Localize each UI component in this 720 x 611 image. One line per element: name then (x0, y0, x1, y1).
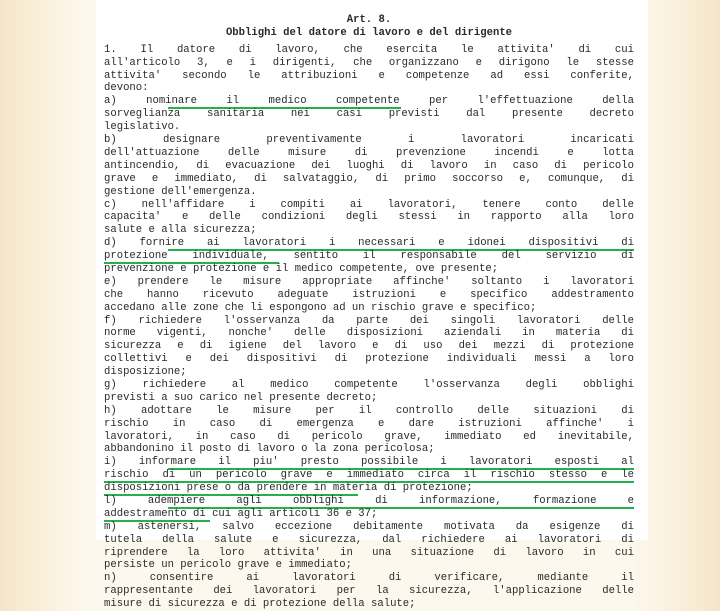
text-line: che hanno ricevuto adeguate istruzioni e specifico addestramento (104, 288, 634, 301)
text-line: collettivi e dei dispositivi di protezione individuali messi a loro (104, 353, 634, 366)
text-line: antincendio, di evacuazione dei luoghi di lavoro in caso di pericolo (104, 159, 634, 172)
text-line: disposizione; (104, 366, 187, 379)
text-line: e) prendere le misure appropriate affinche' soltanto i lavoratori (104, 275, 634, 288)
text-line: c) nell'affidare i compiti ai lavoratori, tenere conto delle (104, 198, 634, 211)
text-line: b) designare preventivamente i lavoratori incaricati (104, 134, 634, 147)
text-line: devono: (104, 82, 149, 95)
text-line: a) nominare il medico competente per l'effettuazione della (104, 95, 634, 108)
text-line: dell'attuazione delle misure di prevenzione incendi e lotta (104, 146, 634, 159)
text-line: l) adempiere agli obblighi di informazione, formazione e (104, 494, 634, 507)
text-line: grave e immediato, di salvataggio, di primo soccorso e, comunque, di (104, 172, 634, 185)
article-number: Art. 8. (346, 14, 392, 26)
text-line: abbandonino il posto di lavoro o la zona pericolosa; (104, 443, 435, 456)
text-line: legislativo. (104, 121, 181, 134)
text-line: persiste un pericolo grave e immediato; (104, 559, 352, 572)
text-line: 1. Il datore di lavoro, che esercita le attivita' di cui (104, 43, 634, 56)
text-line: rischio in caso di emergenza e dare istruzioni affinche' i (104, 417, 634, 430)
text-line: n) consentire ai lavoratori di verificare, mediante il (104, 572, 634, 585)
article-title: Obblighi del datore di lavoro e del dirigente (225, 26, 513, 39)
text-line: attivita' secondo le attribuzioni e competenze ad essi conferite, (104, 69, 634, 82)
text-line: all'articolo 3, e i dirigenti, che organizzano e dirigono le stesse (104, 56, 634, 69)
text-line: addestramento di cui agli articoli 36 e 37; (104, 507, 378, 520)
text-line: prevenzione e protezione e il medico competente, ove presente; (104, 262, 499, 275)
text-line: i) informare il piu' presto possibile i lavoratori esposti al (104, 456, 634, 469)
text-line: rappresentante dei lavoratori per la sicurezza, l'applicazione delle (104, 585, 634, 598)
text-line: g) richiedere al medico competente l'osservanza degli obblighi (104, 378, 634, 391)
document-page (96, 0, 648, 611)
text-line: accedano alle zone che li espongono ad un rischio grave e specifico; (104, 301, 537, 314)
text-line: h) adottare le misure per il controllo delle situazioni di (104, 404, 634, 417)
text-line: riprendere la loro attivita' in una situazione di lavoro in cui (104, 546, 634, 559)
text-line: gestione dell'emergenza. (104, 185, 257, 198)
text-line: sicurezza e di igiene del lavoro e di uso dei mezzi di protezione (104, 340, 634, 353)
text-line: f) richiedere l'osservanza da parte dei singoli lavoratori delle (104, 314, 634, 327)
text-line: salute e alla sicurezza; (104, 224, 257, 237)
text-line: disposizioni prese o da prendere in materia di protezione; (104, 482, 473, 495)
text-line: misure di sicurezza e di protezione della salute; (104, 598, 416, 611)
text-line: m) astenersi, salvo eccezione debitamente motivata da esigenze di (104, 520, 634, 533)
text-line: lavoratori, in caso di pericolo grave, immediato ed inevitabile, (104, 430, 634, 443)
text-line: tutela della salute e sicurezza, dal richiedere ai lavoratori di (104, 533, 634, 546)
text-line: d) fornire ai lavoratori i necessari e idonei dispositivi di (104, 237, 634, 250)
law-article-text (104, 14, 634, 611)
text-line: sorveglianza sanitaria nei casi previsti dal presente decreto (104, 108, 634, 121)
text-line: protezione individuale, sentito il responsabile del servizio di (104, 250, 634, 263)
text-line: capacita' e delle condizioni degli stessi in rapporto alla loro (104, 211, 634, 224)
text-line: rischio di un pericolo grave e immediato circa il rischio stesso e le (104, 469, 634, 482)
text-line: norme vigenti, nonche' delle disposizioni aziendali in materia di (104, 327, 634, 340)
text-line: previsti a suo carico nel presente decreto; (104, 391, 378, 404)
article-body (104, 44, 634, 611)
